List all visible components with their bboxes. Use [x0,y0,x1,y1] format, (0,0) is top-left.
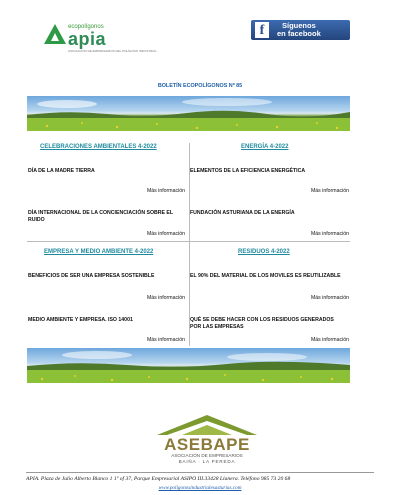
section-title-energia[interactable]: ENERGÍA 4-2022 [241,144,289,150]
article-material-moviles[interactable]: EL 90% DEL MATERIAL DE LOS MOVILES ES REUTILIZABLE [190,273,341,279]
apia-logo-text: apia [68,29,107,49]
article-eficiencia-energetica[interactable]: ELEMENTOS DE LA EFICIENCIA ENERGÉTICA [190,168,306,174]
section-title-empresa-medio-ambiente[interactable]: EMPRESA Y MEDIO AMBIENTE 4-2022 [44,249,154,255]
asebape-roof-icon [152,413,262,437]
sections-grid [27,143,350,346]
asebape-subtitle: ASOCIACIÓN DE EMPRESARIOS [171,453,243,458]
more-info-link[interactable]: Más información [310,337,349,343]
more-info-link[interactable]: Más información [146,188,185,194]
landscape-banner-top [27,96,350,131]
more-info-link[interactable]: Más información [146,337,185,343]
section-title-residuos[interactable]: RESIDUOS 4-2022 [238,249,290,255]
facebook-line1: Síguenos [282,20,316,30]
apia-logo [44,22,157,53]
footer-address: APIA. Plaza de Julio Alberto Blanco 1 1º of 37, Parque Empresarial ASIPO III.33428 Llanera. Teléfono 985 73 20 68 [26,476,291,482]
more-info-link[interactable]: Más información [310,188,349,194]
article-empresa-sostenible[interactable]: BENEFICIOS DE SER UNA EMPRESA SOSTENIBLE [28,273,155,279]
article-dia-ruido[interactable]: DÍA INTERNACIONAL DE LA CONCIENCIACIÓN SOBRE EL RUIDO [28,210,173,223]
facebook-line2: en facebook [277,29,321,38]
more-info-link[interactable]: Más información [310,231,349,237]
apia-triangle-icon [44,24,66,46]
grid-divider-horizontal [27,241,350,242]
apia-logo-small-text: ecopolígonos [68,24,104,30]
asebape-logo [152,413,262,469]
bulletin-title: BOLETÍN ECOPOLÍGONOS Nº 85 [157,83,243,89]
article-dia-madre-tierra[interactable]: DÍA DE LA MADRE TIERRA [28,168,95,174]
asebape-location: BAIÑA · LA PEREDA [178,459,236,464]
article-iso-14001[interactable]: MEDIO AMBIENTE Y EMPRESA. ISO 14001 [28,317,133,323]
asebape-name: ASEBAPE [164,435,250,454]
more-info-link[interactable]: Más información [310,295,349,301]
more-info-link[interactable]: Más información [146,231,185,237]
more-info-link[interactable]: Más información [146,295,185,301]
footer-website-link[interactable]: www.poligonosindustrialesasturias.com [158,485,242,491]
landscape-banner-bottom [27,348,350,383]
facebook-icon: f [255,22,269,38]
article-residuos-empresas[interactable]: QUÉ SE DEBE HACER CON LOS RESIDUOS GENERADOS POR LAS EMPRESAS [190,317,334,330]
footer-divider [26,472,374,473]
section-title-celebraciones[interactable]: CELEBRACIONES AMBIENTALES 4-2022 [40,144,157,150]
facebook-follow-banner[interactable] [251,20,350,40]
apia-logo-tagline: ASOCIACIÓN DE EMPRESARIOS DEL POLÍGONO INDUSTRIAL [68,49,157,53]
article-fundacion-asturiana[interactable]: FUNDACIÓN ASTURIANA DE LA ENERGÍA [190,210,295,216]
